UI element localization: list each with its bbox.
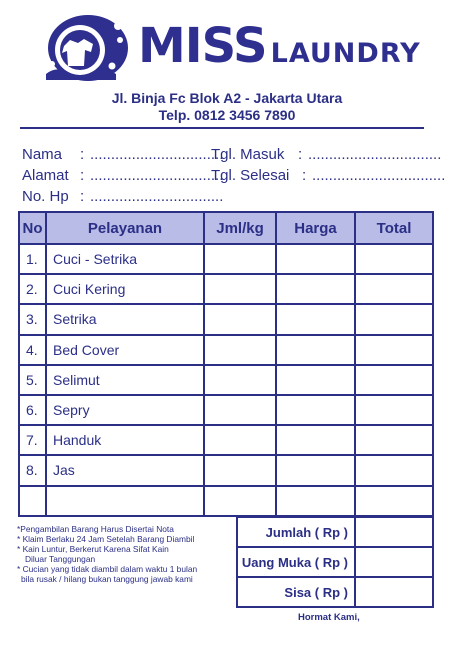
- table-row: [19, 365, 433, 395]
- summary-table: [236, 516, 434, 608]
- note-line: *Pengambilan Barang Harus Disertai Nota: [17, 524, 174, 534]
- table-header-row: [19, 212, 433, 244]
- row-no: 3.: [19, 304, 46, 334]
- row-service: Sepry: [46, 395, 204, 425]
- table-row: [19, 244, 433, 274]
- row-qty-cell[interactable]: [204, 365, 276, 395]
- header-jml-kg: Jml/kg: [204, 212, 276, 244]
- table-row: [19, 486, 433, 516]
- nohp-separator: :: [80, 188, 85, 205]
- nama-separator: :: [80, 146, 85, 163]
- washing-machine-logo-icon: [40, 14, 128, 82]
- tgl-masuk-field[interactable]: ................................: [308, 146, 442, 163]
- uang-muka-label: Uang Muka ( Rp ): [237, 547, 355, 577]
- row-service[interactable]: [46, 486, 204, 516]
- uang-muka-value-cell[interactable]: [355, 547, 433, 577]
- table-row: [19, 304, 433, 334]
- row-no: 5.: [19, 365, 46, 395]
- row-qty-cell[interactable]: [204, 425, 276, 455]
- tgl-masuk-label: Tgl. Masuk: [211, 146, 285, 163]
- row-price-cell[interactable]: [276, 486, 355, 516]
- row-total-cell[interactable]: [355, 455, 433, 485]
- tgl-selesai-separator: :: [302, 167, 307, 184]
- alamat-field[interactable]: ................................: [90, 167, 224, 184]
- row-service: Cuci Kering: [46, 274, 204, 304]
- row-no: 7.: [19, 425, 46, 455]
- jumlah-label: Jumlah ( Rp ): [237, 517, 355, 547]
- brand-laundry: LAUNDRY: [270, 38, 421, 69]
- note-line: Diluar Tanggungan: [25, 554, 96, 564]
- row-service: Handuk: [46, 425, 204, 455]
- brand-miss: MISS: [138, 18, 267, 74]
- row-service: Cuci - Setrika: [46, 244, 204, 274]
- brand-name: [138, 18, 421, 74]
- summary-row-uang-muka: [237, 547, 433, 577]
- row-total-cell[interactable]: [355, 244, 433, 274]
- row-service: Selimut: [46, 365, 204, 395]
- row-qty-cell[interactable]: [204, 274, 276, 304]
- jumlah-value-cell[interactable]: [355, 517, 433, 547]
- row-total-cell[interactable]: [355, 486, 433, 516]
- alamat-separator: :: [80, 167, 85, 184]
- row-price-cell[interactable]: [276, 335, 355, 365]
- note-line: * Cucian yang tidak diambil dalam waktu 1 bulan: [17, 564, 198, 574]
- header-no: No: [19, 212, 46, 244]
- note-line: bila rusak / hilang bukan tanggung jawab kami: [21, 574, 193, 584]
- tgl-selesai-label: Tgl. Selesai: [211, 167, 290, 184]
- row-no: [19, 486, 46, 516]
- terms-notes: [17, 524, 235, 584]
- row-total-cell[interactable]: [355, 395, 433, 425]
- row-service: Bed Cover: [46, 335, 204, 365]
- row-price-cell[interactable]: [276, 365, 355, 395]
- summary-row-jumlah: [237, 517, 433, 547]
- note-line: * Kain Luntur, Berkerut Karena Sifat Kain: [17, 544, 169, 554]
- row-total-cell[interactable]: [355, 335, 433, 365]
- note-line: * Klaim Berlaku 24 Jam Setelah Barang Diambil: [17, 534, 195, 544]
- alamat-label: Alamat: [22, 167, 69, 184]
- row-no: 8.: [19, 455, 46, 485]
- table-row: [19, 274, 433, 304]
- row-price-cell[interactable]: [276, 395, 355, 425]
- header-divider: [20, 127, 424, 129]
- header-pelayanan: Pelayanan: [46, 212, 204, 244]
- nama-field[interactable]: ................................: [90, 146, 224, 163]
- row-service: Setrika: [46, 304, 204, 334]
- row-price-cell[interactable]: [276, 455, 355, 485]
- row-price-cell[interactable]: [276, 304, 355, 334]
- nohp-field[interactable]: ................................: [90, 188, 224, 205]
- summary-row-sisa: [237, 577, 433, 607]
- row-total-cell[interactable]: [355, 425, 433, 455]
- row-total-cell[interactable]: [355, 365, 433, 395]
- shop-phone: Telp. 0812 3456 7890: [158, 107, 296, 123]
- row-qty-cell[interactable]: [204, 455, 276, 485]
- header-harga: Harga: [276, 212, 355, 244]
- row-no: 1.: [19, 244, 46, 274]
- nohp-label: No. Hp: [22, 188, 69, 205]
- table-row: [19, 455, 433, 485]
- row-qty-cell[interactable]: [204, 395, 276, 425]
- row-no: 4.: [19, 335, 46, 365]
- sisa-label: Sisa ( Rp ): [237, 577, 355, 607]
- row-price-cell[interactable]: [276, 244, 355, 274]
- tgl-masuk-separator: :: [298, 146, 303, 163]
- tgl-selesai-field[interactable]: ................................: [312, 167, 446, 184]
- row-price-cell[interactable]: [276, 425, 355, 455]
- header-total: Total: [355, 212, 433, 244]
- row-no: 2.: [19, 274, 46, 304]
- shop-address: Jl. Binja Fc Blok A2 - Jakarta Utara: [111, 90, 343, 106]
- row-qty-cell[interactable]: [204, 486, 276, 516]
- row-qty-cell[interactable]: [204, 304, 276, 334]
- row-no: 6.: [19, 395, 46, 425]
- table-row: [19, 335, 433, 365]
- table-row: [19, 395, 433, 425]
- signature-label: Hormat Kami,: [298, 612, 360, 623]
- row-qty-cell[interactable]: [204, 244, 276, 274]
- service-table: [18, 211, 434, 517]
- row-qty-cell[interactable]: [204, 335, 276, 365]
- row-total-cell[interactable]: [355, 304, 433, 334]
- table-row: [19, 425, 433, 455]
- row-total-cell[interactable]: [355, 274, 433, 304]
- nama-label: Nama: [22, 146, 63, 163]
- sisa-value-cell[interactable]: [355, 577, 433, 607]
- row-price-cell[interactable]: [276, 274, 355, 304]
- row-service: Jas: [46, 455, 204, 485]
